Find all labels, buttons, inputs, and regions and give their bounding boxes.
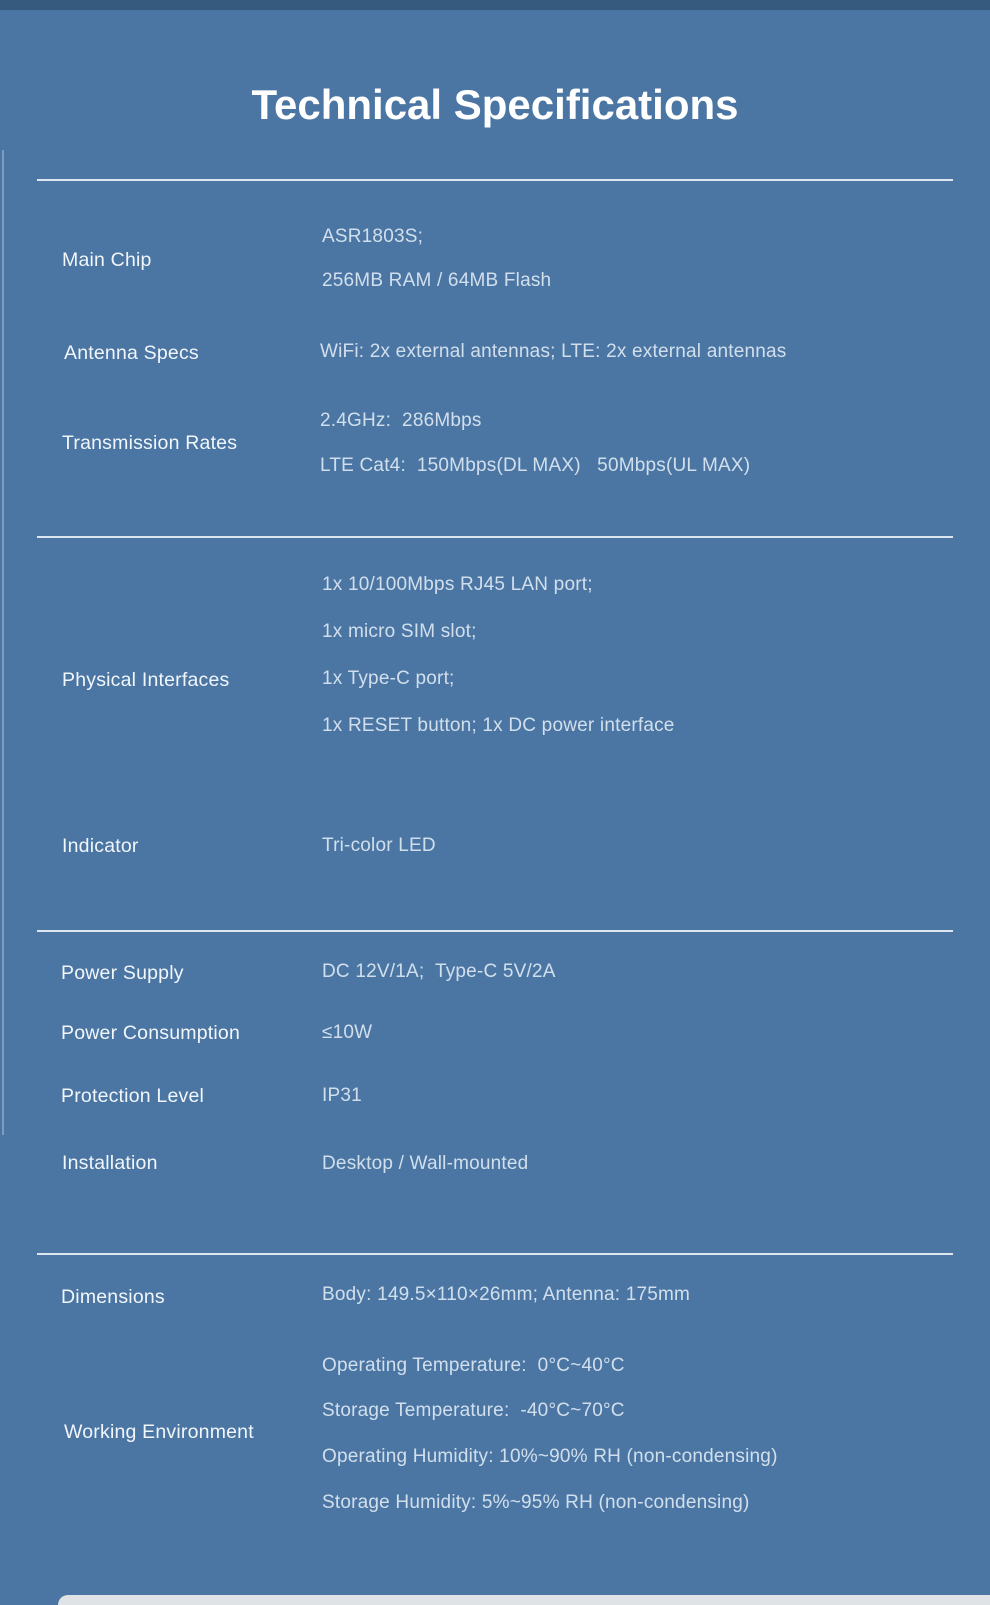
spec-value-working-env-line-3: Operating Humidity: 10%~90% RH (non-condensing) — [322, 1446, 778, 1467]
section-divider — [37, 536, 953, 538]
spec-label-power-consumption: Power Consumption — [61, 1022, 240, 1044]
spec-value-indicator: Tri-color LED — [322, 835, 436, 856]
spec-label-physical-interfaces: Physical Interfaces — [62, 669, 230, 691]
spec-label-protection-level: Protection Level — [61, 1085, 205, 1107]
spec-value-installation: Desktop / Wall-mounted — [322, 1153, 529, 1174]
section-divider — [37, 930, 953, 932]
spec-value-antenna-specs: WiFi: 2x external antennas; LTE: 2x external antennas — [320, 341, 787, 362]
left-edge-highlight — [2, 150, 4, 1135]
spec-value-working-env-line-2: Storage Temperature: -40°C~70°C — [322, 1400, 625, 1421]
section-divider — [37, 1253, 953, 1255]
spec-label-dimensions: Dimensions — [61, 1286, 165, 1308]
spec-label-transmission-rates: Transmission Rates — [62, 432, 238, 454]
spec-value-transmission-line-1: 2.4GHz: 286Mbps — [320, 410, 482, 431]
spec-value-physical-line-3: 1x Type-C port; — [322, 668, 455, 689]
spec-value-physical-line-2: 1x micro SIM slot; — [322, 621, 477, 642]
spec-label-antenna-specs: Antenna Specs — [64, 342, 199, 364]
spec-value-dimensions: Body: 149.5×110×26mm; Antenna: 175mm — [322, 1284, 691, 1305]
spec-value-main-chip-line-1: ASR1803S; — [322, 226, 424, 247]
spec-value-power-supply: DC 12V/1A; Type-C 5V/2A — [322, 961, 556, 982]
spec-value-protection-level: IP31 — [322, 1085, 362, 1106]
spec-value-working-env-line-4: Storage Humidity: 5%~95% RH (non-condensing) — [322, 1492, 750, 1513]
page-title: Technical Specifications — [251, 81, 739, 128]
section-divider — [37, 179, 953, 181]
spec-value-physical-line-1: 1x 10/100Mbps RJ45 LAN port; — [322, 574, 593, 595]
spec-label-main-chip: Main Chip — [62, 249, 152, 271]
spec-label-installation: Installation — [62, 1152, 158, 1174]
spec-label-working-environment: Working Environment — [64, 1421, 254, 1443]
spec-value-power-consumption: ≤10W — [322, 1022, 373, 1043]
spec-value-main-chip-line-2: 256MB RAM / 64MB Flash — [322, 270, 552, 291]
spec-value-working-env-line-1: Operating Temperature: 0°C~40°C — [322, 1355, 625, 1376]
top-border — [0, 0, 990, 10]
spec-label-indicator: Indicator — [62, 835, 139, 857]
bottom-panel-edge — [58, 1595, 990, 1605]
spec-value-transmission-line-2: LTE Cat4: 150Mbps(DL MAX) 50Mbps(UL MAX) — [320, 455, 751, 476]
spec-value-physical-line-4: 1x RESET button; 1x DC power interface — [322, 715, 675, 736]
spec-label-power-supply: Power Supply — [61, 962, 184, 984]
